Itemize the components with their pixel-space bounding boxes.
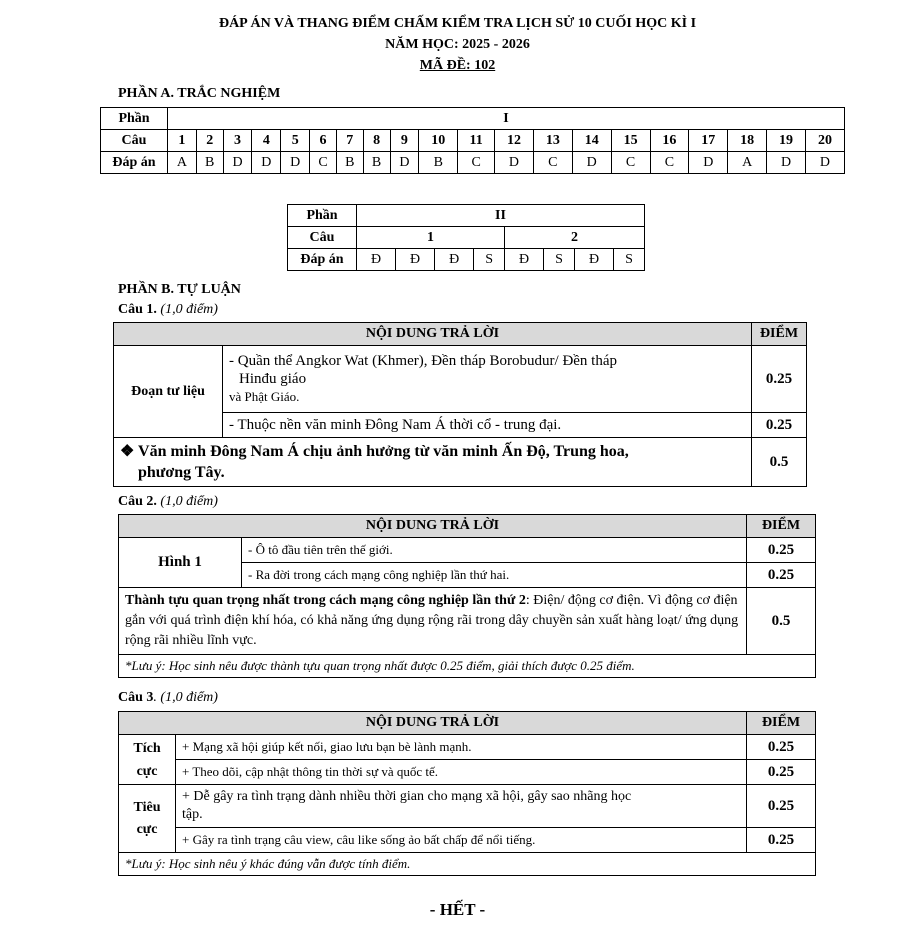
question-number: 17 xyxy=(689,130,728,152)
school-year: NĂM HỌC: 2025 - 2026 xyxy=(385,37,530,52)
question-number: 1 xyxy=(357,227,505,249)
answer-text: + Theo dõi, cập nhật thông tin thời sự và quốc tế. xyxy=(176,760,747,785)
answer-cell: C xyxy=(611,152,650,174)
answer-cell: D xyxy=(281,152,310,174)
question-number: 20 xyxy=(805,130,844,152)
row-label-phan: Phần xyxy=(101,108,168,130)
multiple-choice-table xyxy=(100,107,845,174)
row-label-phan: Phần xyxy=(288,205,357,227)
question-number: 5 xyxy=(281,130,310,152)
question-2-label: Câu 2. (1,0 điểm) xyxy=(118,494,218,509)
question-number: 8 xyxy=(363,130,390,152)
answer-cell: Đ xyxy=(396,249,435,271)
answer-text: + Mạng xã hội giúp kết nối, giao lưu bạn bè lành mạnh. xyxy=(176,735,747,760)
question-number: 18 xyxy=(728,130,767,152)
content-header: NỘI DUNG TRẢ LỜI xyxy=(119,712,747,735)
true-false-table xyxy=(287,204,645,271)
answer-cell: D xyxy=(572,152,611,174)
question-3-table xyxy=(118,711,816,876)
part-a-heading: PHẦN A. TRẮC NGHIỆM xyxy=(118,86,281,101)
answer-cell: Đ xyxy=(575,249,614,271)
answer-cell: B xyxy=(196,152,223,174)
answer-text: - Quần thể Angkor Wat (Khmer), Đền tháp Borobudur/ Đền tháp Hinđu giáo và Phật Giáo. xyxy=(223,346,752,413)
answer-cell: Đ xyxy=(435,249,474,271)
row-label-cau: Câu xyxy=(288,227,357,249)
grading-note: *Lưu ý: Học sinh nêu ý khác đúng vẫn được tính điểm. xyxy=(119,853,816,876)
question-2-table xyxy=(118,514,816,678)
answer-cell: C xyxy=(533,152,572,174)
question-number: 11 xyxy=(458,130,495,152)
question-number: 15 xyxy=(611,130,650,152)
answer-cell: S xyxy=(474,249,505,271)
score-value: 0.25 xyxy=(747,785,816,828)
answer-cell: A xyxy=(728,152,767,174)
question-number: 6 xyxy=(310,130,337,152)
score-value: 0.25 xyxy=(747,828,816,853)
question-number: 1 xyxy=(168,130,197,152)
question-number: 10 xyxy=(419,130,458,152)
score-header: ĐIỂM xyxy=(752,323,807,346)
answer-cell: Đ xyxy=(505,249,544,271)
answer-cell: D xyxy=(689,152,728,174)
answer-cell: D xyxy=(805,152,844,174)
section-label: II xyxy=(357,205,645,227)
answer-cell: D xyxy=(252,152,281,174)
score-value: 0.25 xyxy=(747,760,816,785)
grading-note: *Lưu ý: Học sinh nêu được thành tựu quan trọng nhất được 0.25 điểm, giải thích được 0.25 điểm. xyxy=(119,655,816,678)
answer-cell: D xyxy=(767,152,806,174)
score-value: 0.25 xyxy=(752,413,807,438)
group-label-positive: Tích cực xyxy=(119,735,176,785)
group-label: Hình 1 xyxy=(119,538,242,588)
answer-cell: D xyxy=(390,152,419,174)
answer-cell: B xyxy=(336,152,363,174)
end-marker: - HẾT - xyxy=(429,900,486,919)
part-b-heading: PHẦN B. TỰ LUẬN xyxy=(118,282,241,297)
content-header: NỘI DUNG TRẢ LỜI xyxy=(119,515,747,538)
answer-cell: C xyxy=(310,152,337,174)
question-number: 16 xyxy=(650,130,689,152)
answer-cell: S xyxy=(544,249,575,271)
score-value: 0.25 xyxy=(747,563,816,588)
question-number: 4 xyxy=(252,130,281,152)
answer-text: - Ô tô đầu tiên trên thế giới. xyxy=(242,538,747,563)
row-label-cau: Câu xyxy=(101,130,168,152)
question-number: 2 xyxy=(196,130,223,152)
doc-title: ĐÁP ÁN VÀ THANG ĐIỂM CHẤM KIỂM TRA LỊCH SỬ 10 CUỐI HỌC KÌ I xyxy=(218,16,697,31)
section-label: I xyxy=(168,108,845,130)
row-label-dap-an: Đáp án xyxy=(288,249,357,271)
answer-cell: D xyxy=(223,152,252,174)
question-1-label: Câu 1. (1,0 điểm) xyxy=(118,302,218,317)
row-label-dap-an: Đáp án xyxy=(101,152,168,174)
score-header: ĐIỂM xyxy=(747,515,816,538)
question-number: 7 xyxy=(336,130,363,152)
score-value: 0.25 xyxy=(747,538,816,563)
question-1-table xyxy=(113,322,807,487)
score-value: 0.25 xyxy=(752,346,807,413)
answer-cell: C xyxy=(650,152,689,174)
question-number: 3 xyxy=(223,130,252,152)
content-header: NỘI DUNG TRẢ LỜI xyxy=(114,323,752,346)
answer-cell: C xyxy=(458,152,495,174)
score-value: 0.5 xyxy=(752,438,807,487)
question-3-label: Câu 3. (1,0 điểm) xyxy=(118,690,218,705)
question-number: 13 xyxy=(533,130,572,152)
answer-cell: A xyxy=(168,152,197,174)
answer-cell: B xyxy=(419,152,458,174)
answer-text: + Dễ gây ra tình trạng dành nhiều thời gian cho mạng xã hội, gây sao nhãng học tập. xyxy=(176,785,747,828)
answer-cell: D xyxy=(495,152,534,174)
score-value: 0.25 xyxy=(747,735,816,760)
answer-text: Thành tựu quan trọng nhất trong cách mạng công nghiệp lần thứ 2: Điện/ động cơ điện. Vì động cơ điện gắn với quá trình điện khí hóa, có khả năng ứng dụng rộng rãi trong dây chuyền sản xuất hàng loạt/ ứng dụng rộng rãi nhiều lĩnh vực. xyxy=(119,588,747,655)
score-value: 0.5 xyxy=(747,588,816,655)
exam-code: MÃ ĐỀ: 102 xyxy=(419,58,496,73)
question-number: 14 xyxy=(572,130,611,152)
question-number: 2 xyxy=(505,227,645,249)
group-label-negative: Tiêu cực xyxy=(119,785,176,853)
answer-text: - Thuộc nền văn minh Đông Nam Á thời cổ - trung đại. xyxy=(223,413,752,438)
question-number: 19 xyxy=(767,130,806,152)
score-header: ĐIỂM xyxy=(747,712,816,735)
answer-cell: S xyxy=(614,249,645,271)
answer-text: + Gây ra tình trạng câu view, câu like sống ảo bất chấp để nổi tiếng. xyxy=(176,828,747,853)
answer-text: - Ra đời trong cách mạng công nghiệp lần thứ hai. xyxy=(242,563,747,588)
group-label: Đoạn tư liệu xyxy=(114,346,223,438)
question-number: 9 xyxy=(390,130,419,152)
question-number: 12 xyxy=(495,130,534,152)
answer-cell: Đ xyxy=(357,249,396,271)
answer-cell: B xyxy=(363,152,390,174)
answer-text: ❖ Văn minh Đông Nam Á chịu ảnh hưởng từ văn minh Ấn Độ, Trung hoa, phương Tây. xyxy=(114,438,752,487)
